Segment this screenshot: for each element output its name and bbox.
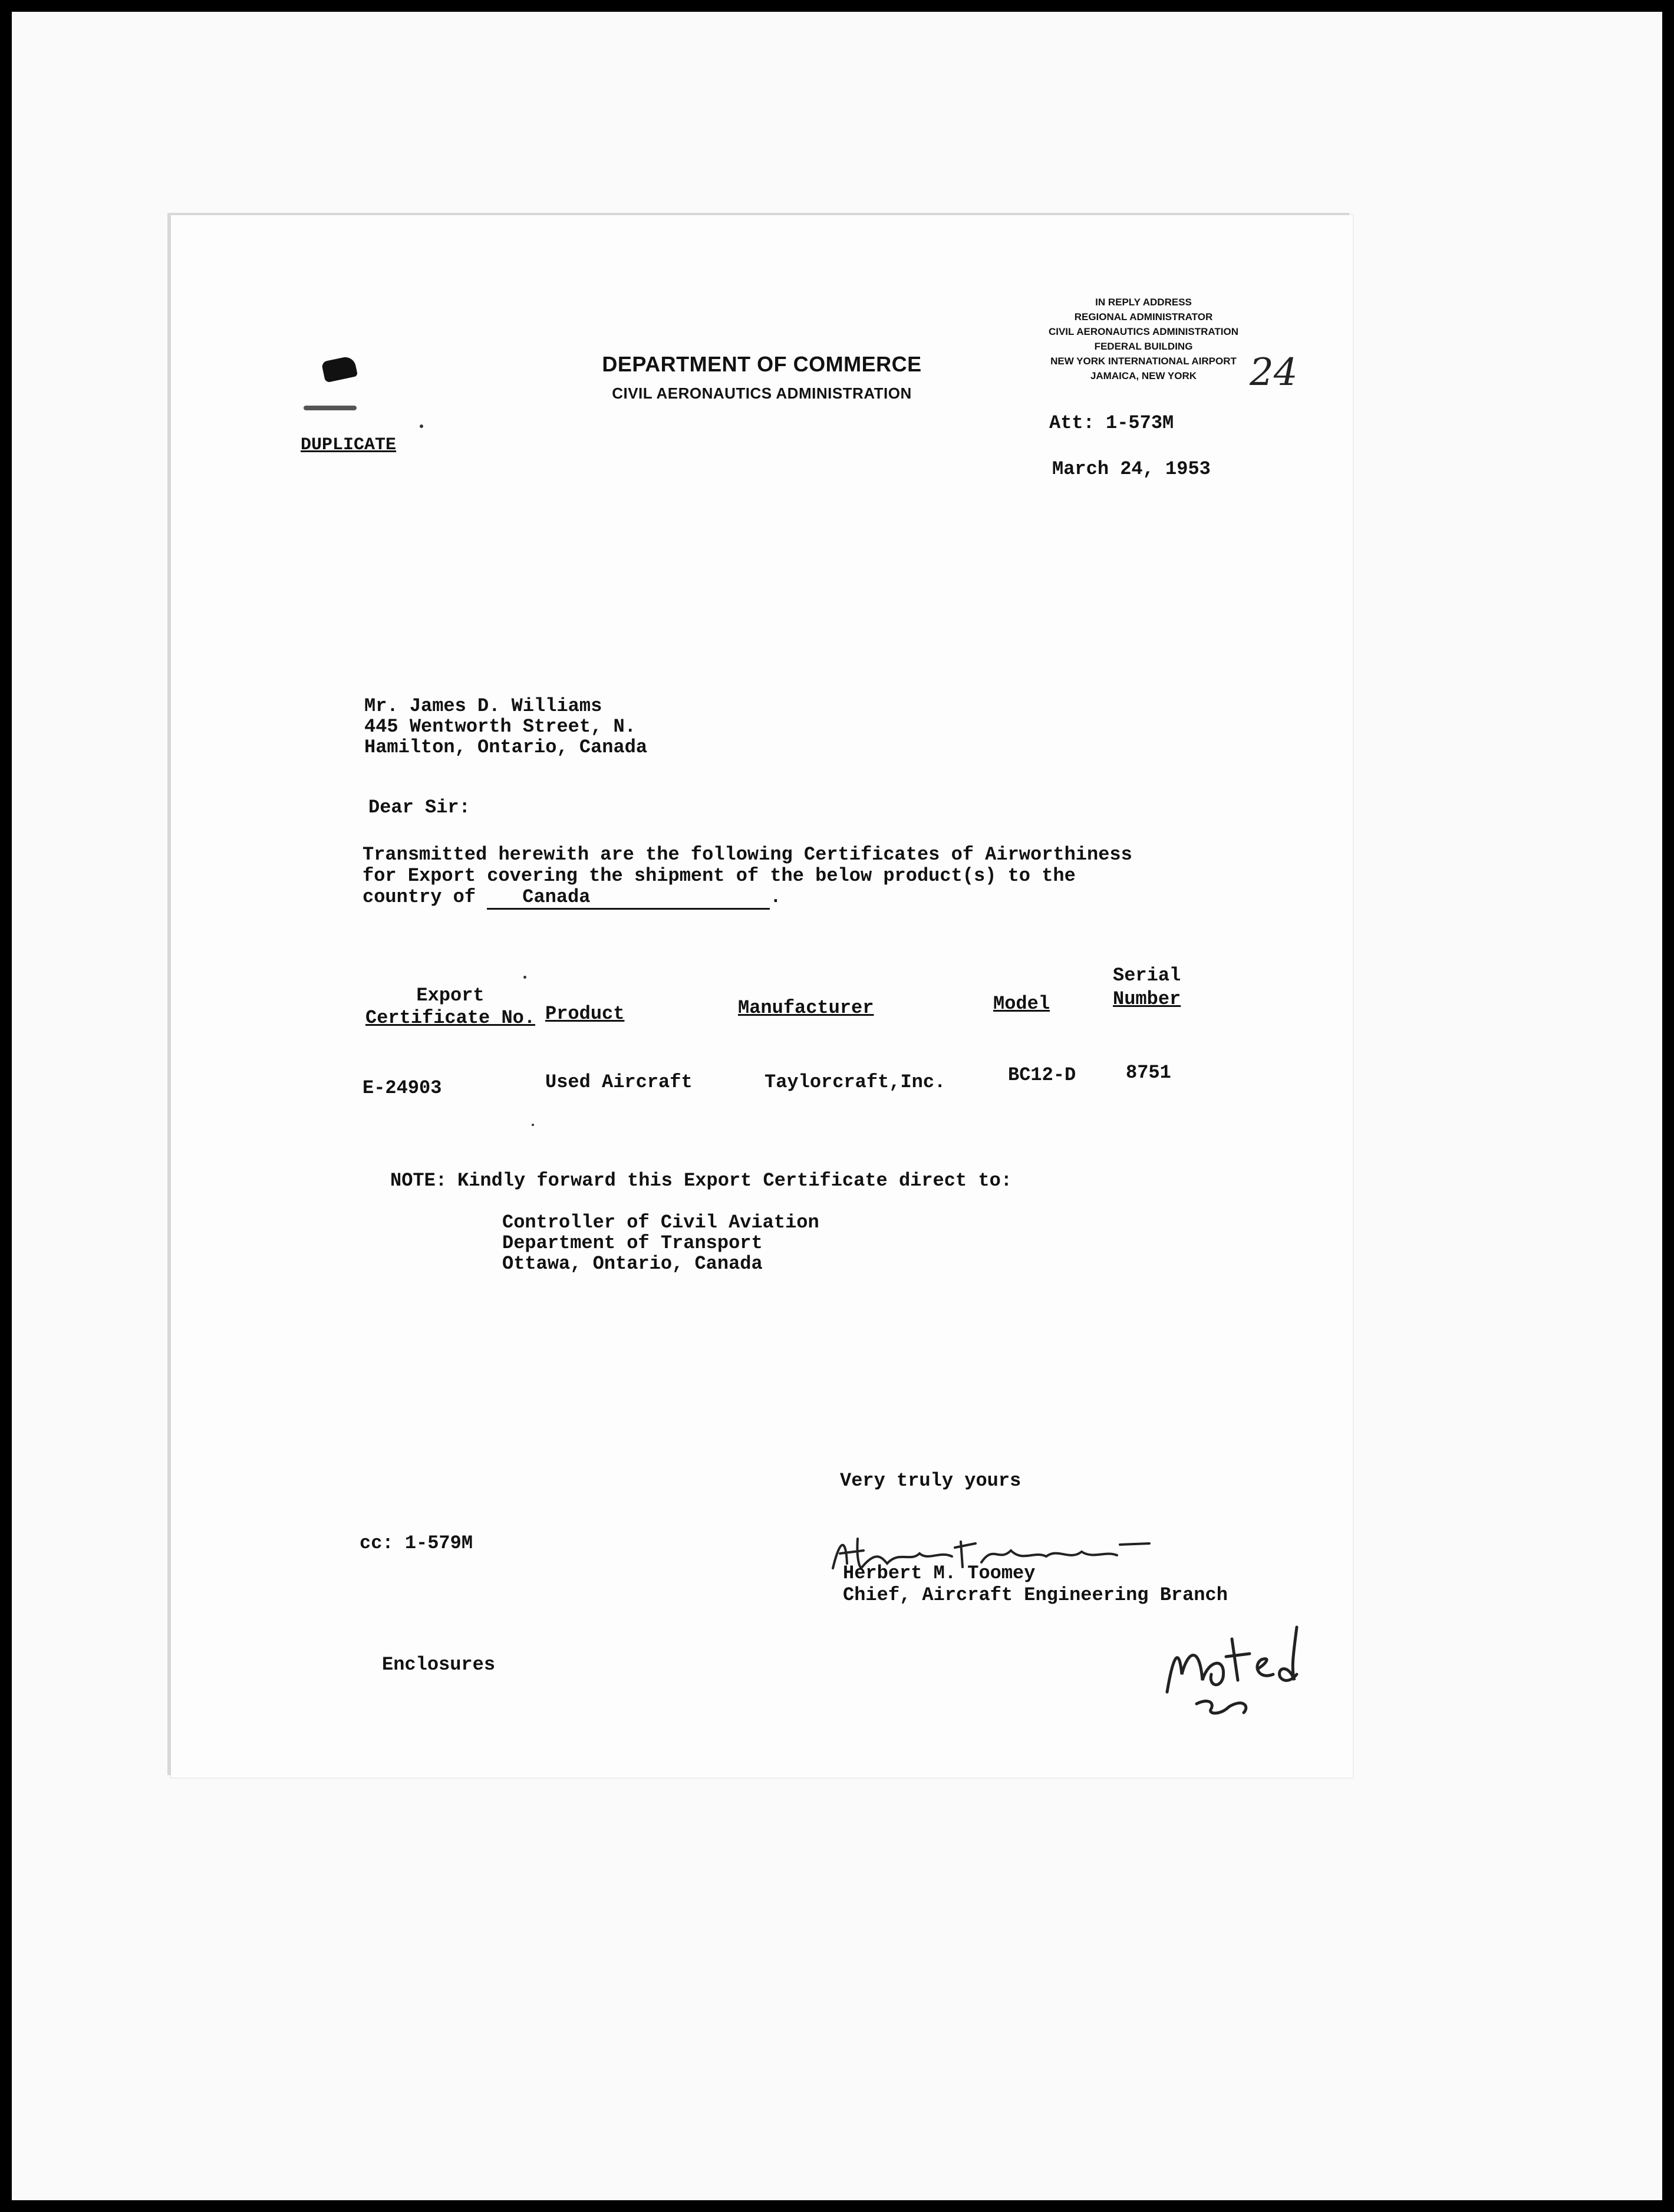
recipient-line: Controller of Civil Aviation [502,1212,819,1233]
signer-title: Chief, Aircraft Engineering Branch [843,1584,1228,1606]
duplicate-stamp: DUPLICATE [301,435,397,455]
scan-speck [532,1124,534,1126]
addressee-line: 445 Wentworth Street, N. [364,716,636,738]
reply-line: IN REPLY ADDRESS [1095,297,1192,308]
header-export-line1: Export [416,985,485,1006]
header-serial-line2: Number [1113,988,1181,1010]
department-title: DEPARTMENT OF COMMERCE [602,352,922,376]
note-line [390,1170,1012,1191]
note-label: NOTE: [390,1170,447,1191]
header-export-line2: Certificate No. [365,1007,536,1029]
recipient-line: Ottawa, Ontario, Canada [502,1253,763,1275]
cell-model: BC12-D [1008,1064,1076,1086]
scan-speck [523,976,526,979]
cell-product: Used Aircraft [545,1071,693,1093]
body-line [363,887,1132,910]
body-paragraph [363,844,1132,910]
reply-line: NEW YORK INTERNATIONAL AIRPORT [1050,356,1237,367]
reply-line: REGIONAL ADMINISTRATOR [1074,311,1213,322]
header-serial-number [1113,964,1181,1011]
recipient-line: Department of Transport [502,1232,763,1254]
cell-serial: 8751 [1126,1062,1171,1084]
seal-underline-mark [304,406,357,410]
cell-certificate: E-24903 [363,1077,442,1099]
country-field: Canada [487,887,770,910]
scan-speck [420,424,423,428]
header-product: Product [545,1003,625,1025]
addressee-block [364,696,647,758]
salutation: Dear Sir: [368,796,470,818]
body-line: for Export covering the shipment of the below product(s) to the [363,865,1076,887]
cc-line: cc: 1-579M [360,1532,473,1554]
country-suffix: . [770,886,782,908]
reply-address-block [1032,295,1256,383]
country-prefix: country of [363,886,476,908]
header-model: Model [993,993,1050,1015]
letter-date: March 24, 1953 [1052,458,1211,480]
reply-line: CIVIL AERONAUTICS ADMINISTRATION [1048,326,1239,337]
body-line: Transmitted herewith are the following Certificates of Airworthiness [363,844,1132,865]
header-export-certificate [365,985,535,1029]
handwritten-number: 24 [1250,351,1298,394]
signer-name: Herbert M. Toomey [843,1562,1036,1584]
cell-manufacturer: Taylorcraft,Inc. [764,1071,946,1093]
signer-block [843,1562,1228,1606]
header-manufacturer: Manufacturer [738,997,874,1019]
note-text: Kindly forward this Export Certificate direct to: [457,1170,1012,1191]
recipient-block [502,1212,819,1274]
reply-line: FEDERAL BUILDING [1094,341,1193,352]
reply-line: JAMAICA, NEW YORK [1090,370,1197,381]
addressee-line: Mr. James D. Williams [364,695,602,717]
agency-title: CIVIL AERONAUTICS ADMINISTRATION [612,384,912,402]
closing: Very truly yours [840,1470,1021,1492]
handwritten-noted [1155,1604,1332,1721]
addressee-line: Hamilton, Ontario, Canada [364,736,648,758]
reference-number: Att: 1-573M [1049,412,1174,434]
header-serial-line1: Serial [1113,965,1181,986]
enclosures: Enclosures [382,1654,496,1676]
